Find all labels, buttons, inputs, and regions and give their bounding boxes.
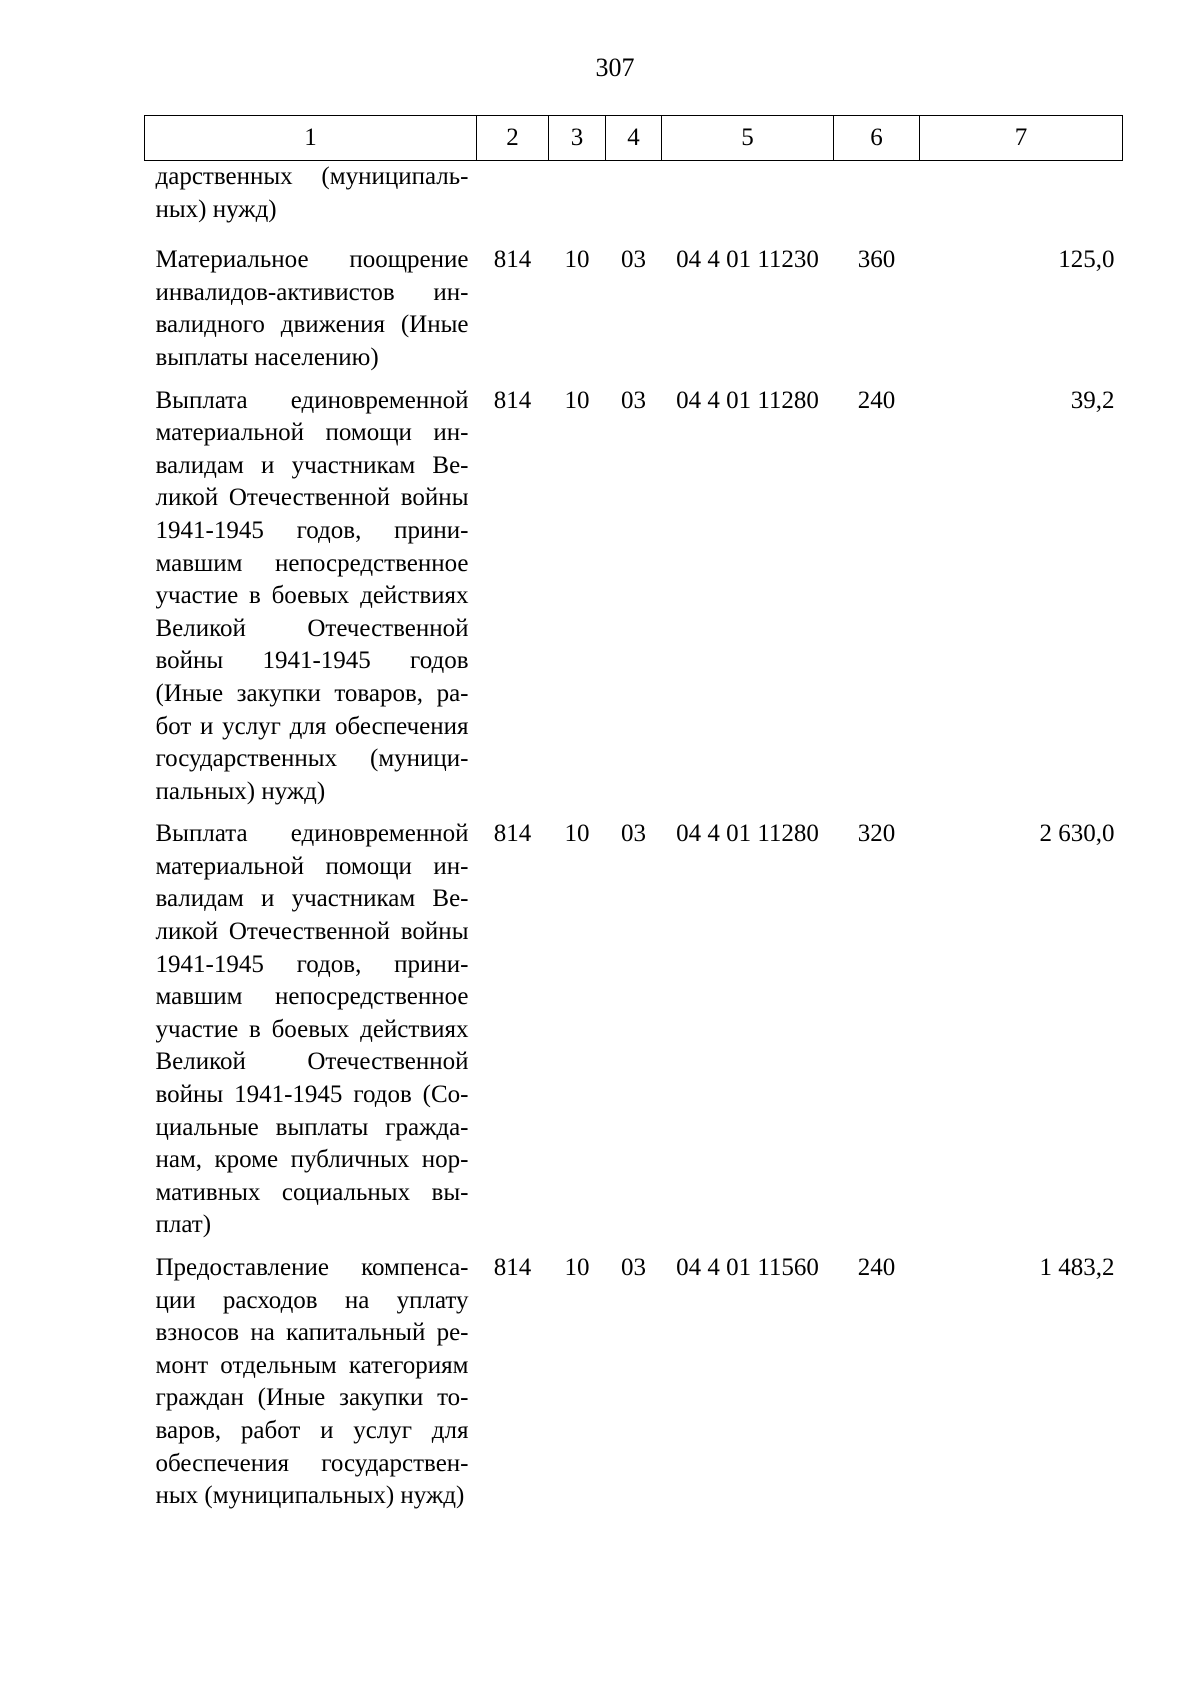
cell-col-5: 04 4 01 11230 — [676, 246, 819, 274]
cell-col-4: 03 — [621, 820, 646, 848]
cell-col-7 — [920, 161, 1123, 245]
cell-col-7: 125,0 — [1058, 246, 1115, 274]
row-description: дарственных (муниципаль-ных) нужд) — [155, 163, 469, 223]
cell-col-4 — [606, 161, 662, 245]
cell-col-7: 39,2 — [1070, 386, 1115, 414]
cell-col-4: 03 — [621, 1254, 646, 1281]
cell-col-2: 814 — [493, 1254, 532, 1281]
cell-col-3 — [549, 161, 606, 245]
row-description: Выплата единовременной материальной помощи ин-валидам и участникам Ве-ликой Отечественной войны 1941-1945 годов, прини-мавшим непосредственное участие в боевых действиях Великой Отечественной войны 1941-1945 годов (Иные закупки товаров, ра-бот и услуг для обеспечения государственных (муници-пальных) нужд) — [155, 386, 469, 805]
column-header-2: 2 — [477, 116, 549, 161]
cell-col-5: 04 4 01 11280 — [676, 386, 819, 414]
row-description: Материальное поощрение инвалидов-активистов ин-валидного движения (Иные выплаты населению) — [155, 246, 469, 371]
table-row — [145, 1252, 1123, 1523]
table-row — [145, 385, 1123, 819]
row-description: Выплата единовременной материальной помощи ин-валидам и участникам Ве-ликой Отечественной войны 1941-1945 годов, прини-мавшим непосредственное участие в боевых действиях Великой Отечественной войны 1941-1945 годов (Со-циальные выплаты гражда-нам, кроме публичных нор-мативных социальных вы-плат) — [155, 820, 469, 1239]
column-header-6: 6 — [834, 116, 920, 161]
column-header-7: 7 — [920, 116, 1123, 161]
cell-col-4: 03 — [621, 386, 646, 414]
table-row — [145, 161, 1123, 245]
cell-col-6 — [834, 161, 920, 245]
cell-col-3: 10 — [564, 820, 590, 848]
cell-col-2: 814 — [493, 246, 532, 274]
budget-table — [144, 115, 1123, 1523]
cell-col-6: 360 — [857, 246, 896, 274]
table-header-row — [145, 116, 1123, 161]
table-row — [145, 818, 1123, 1252]
cell-col-3: 10 — [564, 386, 590, 414]
row-description: Предоставление компенса-ции расходов на уплату взносов на капитальный ре-монт отдельным категориям граждан (Иные закупки то-варов, работ и услуг для обеспечения государствен-ных (муниципальных) нужд) — [155, 1254, 469, 1510]
cell-col-4: 03 — [621, 246, 646, 274]
cell-col-5: 04 4 01 11560 — [676, 1254, 819, 1281]
cell-col-2 — [477, 161, 549, 245]
column-header-1: 1 — [145, 116, 477, 161]
cell-col-7: 1 483,2 — [1039, 1254, 1115, 1281]
cell-col-6: 240 — [857, 386, 896, 414]
cell-col-5: 04 4 01 11280 — [676, 820, 819, 848]
cell-col-3: 10 — [564, 1254, 590, 1281]
column-header-3: 3 — [549, 116, 606, 161]
cell-col-6: 320 — [857, 820, 896, 848]
column-header-4: 4 — [606, 116, 662, 161]
table-row — [145, 244, 1123, 384]
column-header-5: 5 — [662, 116, 834, 161]
page-number: 307 — [595, 53, 635, 82]
cell-col-2: 814 — [493, 820, 532, 848]
cell-col-2: 814 — [493, 386, 532, 414]
cell-col-3: 10 — [564, 246, 590, 274]
cell-col-5 — [662, 161, 834, 245]
cell-col-7: 2 630,0 — [1039, 820, 1115, 848]
cell-col-6: 240 — [857, 1254, 896, 1281]
